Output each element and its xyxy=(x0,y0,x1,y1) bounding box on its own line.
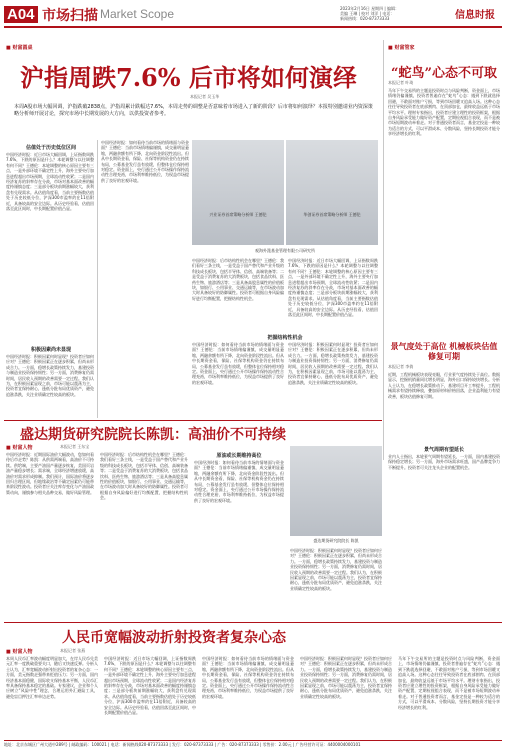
photo-caption: 观海外派基金管理有限公司研究所 xyxy=(255,248,315,253)
section-divider xyxy=(4,420,382,421)
story2-sub-byline: 本报记者 李倩 xyxy=(388,364,414,369)
meta-line: 美编 王琳 | 校对 刘洋 | 电话： xyxy=(340,11,395,16)
story2-sub2: 景气周期有望延长 xyxy=(423,447,464,453)
story1-byline: 本报记者 吴玉华 xyxy=(190,94,220,99)
story2-byline: 本报记者 叶琦 xyxy=(388,80,414,85)
section-title: 市场扫描 xyxy=(42,8,98,24)
story1-col3: 中国经济时报：后市结构性机会在哪里？王德伦：我们看好三条主线，一是受益于国产替代和产业升级的科技成长板块，包括半导体、信创、高端装备等；二是受益于消费复苏的大消费板块，包括食品饮料、医药生物、旅游酒店等；三是具备高股息属性的价值板块，如银行、公用事业、交通运输等，在市场波动加大时具备较好的防御属性。投资者可根据自身风险偏好进行均衡配置，把握结构性机会。 xyxy=(192,258,284,301)
story1-col5: 中国经济时报：如何看待当前市场的情绪面与资金面？王德伦：当前市场情绪偏谨慎，成交量明显萎缩，两融余额有所下降，北向资金阶段性流出。但从中长期资金看，保险、社保等机构资金仍在持续布局，公募基金发行虽有放缓，但整体仓位保持相对稳定。资金面上，央行通过公开市场操作保持流动性合理充裕，市场利率维持低位，为权益市场提供了良好的宏观环境。 xyxy=(192,342,284,385)
story1-lead: 本周A股市场大幅回调，沪指跌破2838点，沪指周累计跌幅达7.6%，本周走势的调整是否意味着市场进入了新的阶段？后市将如何演绎？本报特别邀请业内资深策略分析师开展讨论，探究市场中长期发展的大方向，以供投资者参考。 xyxy=(14,104,373,117)
story3-col1: 中国经济时报：近期国际油价大幅波动，您如何看待后市走势？陈凯：从供需两端看，高油价不可持续。供给端，主要产油国产量逐步恢复，美国页岩油产量稳步增长；需求端，全球经济增速放缓，高油价对需求形成抑制。我们预计，国际油价将逐步回归合理区间，但地缘政治等不确定因素仍可能带来阶段性波动。投资者应关注库存变化与产油国政策动向，谨慎参与相关品种交易，做好风险管理。 xyxy=(6,452,94,495)
story3-col2: 中国经济时报：后市结构性机会在哪里？王德伦：我们看好三条主线，一是受益于国产替代和产业升级的科技成长板块，包括半导体、信创、高端装备等；二是受益于消费复苏的大消费板块，包括食品饮料、医药生物、旅游酒店等；三是具备高股息属性的价值板块，如银行、公用事业、交通运输等，在市场波动加大时具备较好的防御属性。投资者可根据自身风险偏好进行均衡配置，把握结构性机会。 xyxy=(100,452,188,501)
section-title-en: Market Scope xyxy=(100,7,175,21)
story4-col2: 中国经济时报：近日市场大幅回调，上证指数周跌7.6%，下跌的原因是什么？本轮调整与以往调整有何不同？王德伦：本轮调整的核心原因主要有三点，一是外部环境不确定性上升，海外主要央行加息进程超出市场预期，全球流动性收紧；二是国内经济复苏的斜率存在分歧，市场对基本面改善的幅度持谨慎态度；三是部分板块前期涨幅较大，获利盘有兑现需求。从估值角度看，当前主要指数估值处于历史较低分位，沪深300市盈率约在11倍附近，具备较高的安全边际。从历史经验看，估值回落至此区间时，中长期配置价值凸显。 xyxy=(104,656,196,716)
story2-body: 马年下午交易所的主题是投资时点与风险判断，资金面上，市场情绪仍偏谨慎，投资者普遍存在“蛇鸟”心态：遇到下跌就选择回避，不敢面对账户亏损，等到市场回暖又追高入场。这种心态往往导致投资者在底部割肉、在顶部加仓，最终收益远低于市场平均水平。理财专家指出，投资者应建立理性的投资框架，根据自身风险承受能力做好资产配置，定期检视组合表现，而不是被市场短期波动牵着走。对于普通投资者而言，基金定投是一种较为适合的方式，可以平滑成本、分散风险，坚持长期投资才能分享经济增长的红利。 xyxy=(388,88,500,137)
story2-sub: 景气度处于高位 机械板块估值修复可期 xyxy=(390,342,498,361)
photo-label-2: 华创证券首席策略分析师 王德伦 xyxy=(303,212,361,217)
story2-tag-label: 财富管家 xyxy=(394,45,415,51)
footer: 地址：北京东城区广州大道中289号 | 邮政编码：100021 | 电话：新闻热线020-87373333 | 发行：020-87373333 | 广告：020-87373333 | 零售价：2.00元 | 广告经营许可证：4400004000101 xyxy=(4,740,502,749)
story2-body2: 近期，工程机械板块表现亮眼，行业景气度持续处于高位。数据显示，挖掘机销量同比增长明显，海外出口保持较快增长。分析人士认为，在稳增长政策推动下，基建项目开工率提升，工程机械需求有望持续释放，叠加原材料价格回落，企业盈利能力有望改善，板块估值修复可期。 xyxy=(388,372,500,399)
masthead-rule xyxy=(4,26,502,28)
story1-headline: 沪指周跌7.6% 后市将如何演绎 xyxy=(20,63,357,92)
story3-tag: ■ 财富人物 xyxy=(6,445,33,451)
right-column-rule xyxy=(383,40,384,460)
story1-col1: 中国经济时报：近日市场大幅回调，上证指数周跌7.6%，下跌的原因是什么？本轮调整与以往调整有何不同？王德伦：本轮调整的核心原因主要有三点，一是外部环境不确定性上升，海外主要央行加息进程超出市场预期，全球流动性收紧；二是国内经济复苏的斜率存在分歧，市场对基本面改善的幅度持谨慎态度；三是部分板块前期涨幅较大，获利盘有兑现需求。从估值角度看，当前主要指数估值处于历史较低分位，沪深300市盈率约在11倍附近，具备较高的安全边际。从历史经验看，估值回落至此区间时，中长期配置价值凸显。 xyxy=(6,152,94,212)
section-divider-2 xyxy=(4,622,502,623)
interview-photo-1 xyxy=(192,140,284,245)
story3-photo-caption: 盛达期货研究院院长 陈凯 xyxy=(313,538,359,543)
page-number: A04 xyxy=(4,6,38,23)
story3-col3: 中国经济时报：如何看待当前市场的情绪面与资金面？王德伦：当前市场情绪偏谨慎，成交量明显萎缩，两融余额有所下降，北向资金阶段性流出。但从中长期资金看，保险、社保等机构资金仍在持续布局，公募基金发行虽有放缓，但整体仓位保持相对稳定。资金面上，央行通过公开市场操作保持流动性合理充裕，市场利率维持低位，为权益市场提供了良好的宏观环境。 xyxy=(194,460,284,503)
story1-tag-label: 财富圆桌 xyxy=(12,45,33,51)
story3-byline: 本报记者 王东宝 xyxy=(60,444,90,449)
story4-tag: ■ 财富人物 xyxy=(6,649,33,655)
story1-sub2: 积极因素尚未显现 xyxy=(30,347,71,353)
story4-headline: 人民币宽幅波动折射投资者复杂心态 xyxy=(62,630,286,646)
meta-line: 新闻热线：020-87373333 xyxy=(340,16,390,21)
story3-col4: 中国经济时报：积极因素何时显现？投资者应如何应对？王德伦：积极因素正在逐步积累，但尚未形成合力。一方面，稳增长政策持续发力，基建投资与制造业投资保持韧性；另一方面，消费修复仍需时间，居民收入预期的改善需要一定过程。我们认为，在积极因素显现之前，市场可能以震荡为主，投资者宜保持耐心，逢低分批布局优质资产，避免追涨杀跌，关注业绩确定性较高的板块。 xyxy=(290,548,382,591)
story4-col5: 马年下午交易所的主题是投资时点与风险判断，资金面上，市场情绪仍偏谨慎，投资者普遍存在“蛇鸟”心态：遇到下跌就选择回避，不敢面对账户亏损，等到市场回暖又追高入场。这种心态往往导致投资者在底部割肉、在顶部加仓，最终收益远低于市场平均水平。理财专家指出，投资者应建立理性的投资框架，根据自身风险承受能力做好资产配置，定期检视组合表现，而不是被市场短期波动牵着走。对于普通投资者而言，基金定投是一种较为适合的方式，可以平滑成本、分散风险，坚持长期投资才能分享经济增长的红利。 xyxy=(398,656,500,710)
story3-tag-label: 财富人物 xyxy=(12,445,33,451)
interview-photo-2 xyxy=(286,140,378,245)
story3-headline: 盛达期货研究院院长陈凯：高油价不可持续 xyxy=(20,427,286,443)
meta-line: 2023年2月16日 星期四 | 编辑： xyxy=(340,6,399,11)
story4-col1: 本周人民币汇率波动幅度明显加大，在岸人民币兑美元汇率一度跌破重要关口，随后又快速反弹。分析人士认为，汇率宽幅波动折射出投资者的复杂心态：一方面，美元指数走强带来贬值压力；另一方面，国内经济基本面稳健，国际收支保持基本平衡，人民币汇率具备保持基本稳定的基础。专家建议，企业和个人应树立“风险中性”理念，合理运用外汇避险工具，避免盲目押注汇率单边走势。 xyxy=(6,656,98,699)
story1-tag: ■ 财富圆桌 xyxy=(6,45,33,51)
story1-col1b: 中国经济时报：积极因素何时显现？投资者应如何应对？王德伦：积极因素正在逐步积累，但尚未形成合力。一方面，稳增长政策持续发力，基建投资与制造业投资保持韧性；另一方面，消费修复仍需时间，居民收入预期的改善需要一定过程。我们认为，在积极因素显现之前，市场可能以震荡为主，投资者宜保持耐心，逢低分批布局优质资产，避免追涨杀跌，关注业绩确定性较高的板块。 xyxy=(6,354,94,397)
paper-logo: 信息时报 xyxy=(455,10,495,21)
story4-col3: 中国经济时报：如何看待当前市场的情绪面与资金面？王德伦：当前市场情绪偏谨慎，成交量明显萎缩，两融余额有所下降，北向资金阶段性流出。但从中长期资金看，保险、社保等机构资金仍在持续布局，公募基金发行虽有放缓，但整体仓位保持相对稳定。资金面上，央行通过公开市场操作保持流动性合理充裕，市场利率维持低位，为权益市场提供了良好的宏观环境。 xyxy=(202,656,294,699)
story4-byline: 本报记者 张燕 xyxy=(60,648,86,653)
story3-sub: 原油或长期维持高位 xyxy=(216,453,262,459)
story2-headline: “蛇鸟”心态不可取 xyxy=(391,66,497,81)
story1-sub1: 估值处于历史低位区间 xyxy=(25,145,76,151)
story1-col6: 中国经济时报：积极因素何时显现？投资者应如何应对？王德伦：积极因素正在逐步积累，但尚未形成合力。一方面，稳增长政策持续发力，基建投资与制造业投资保持韧性；另一方面，消费修复仍需时间，居民收入预期的改善需要一定过程。我们认为，在积极因素显现之前，市场可能以震荡为主，投资者宜保持耐心，逢低分批布局优质资产，避免追涨杀跌，关注业绩确定性较高的板块。 xyxy=(288,342,378,385)
story2-tag: ■ 财富管家 xyxy=(388,45,415,51)
story1-col2: 中国经济时报：如何看待当前市场的情绪面与资金面？王德伦：当前市场情绪偏谨慎，成交量明显萎缩，两融余额有所下降，北向资金阶段性流出。但从中长期资金看，保险、社保等机构资金仍在持续布局，公募基金发行虽有放缓，但整体仓位保持相对稳定。资金面上，央行通过公开市场操作保持流动性合理充裕，市场利率维持低位，为权益市场提供了良好的宏观环境。 xyxy=(101,140,189,183)
story4-tag-label: 财富人物 xyxy=(12,649,33,655)
story3-photo xyxy=(290,446,382,536)
masthead-meta xyxy=(340,6,450,21)
story4-col4: 中国经济时报：积极因素何时显现？投资者应如何应对？王德伦：积极因素正在逐步积累，但尚未形成合力。一方面，稳增长政策持续发力，基建投资与制造业投资保持韧性；另一方面，消费修复仍需时间，居民收入预期的改善需要一定过程。我们认为，在积极因素显现之前，市场可能以震荡为主，投资者宜保持耐心，逢低分批布局优质资产，避免追涨杀跌，关注业绩确定性较高的板块。 xyxy=(300,656,392,699)
story2-body3: 业内人士指出，本轮景气周期有望延长，一方面，国内基建投资保持稳定增长；另一方面，海外市场需求旺盛，国产品牌竞争力不断提升。投资者可关注龙头企业的配置机会。 xyxy=(388,454,500,470)
story1-col4: 中国经济时报：近日市场大幅回调，上证指数周跌7.6%，下跌的原因是什么？本轮调整与以往调整有何不同？王德伦：本轮调整的核心原因主要有三点，一是外部环境不确定性上升，海外主要央行加息进程超出市场预期，全球流动性收紧；二是国内经济复苏的斜率存在分歧，市场对基本面改善的幅度持谨慎态度；三是部分板块前期涨幅较大，获利盘有兑现需求。从估值角度看，当前主要指数估值处于历史较低分位，沪深300市盈率约在11倍附近，具备较高的安全边际。从历史经验看，估值回落至此区间时，中长期配置价值凸显。 xyxy=(288,258,378,318)
column-rule xyxy=(97,140,98,418)
photo-label-1: 兴业证券首席策略分析师 王德伦 xyxy=(209,212,267,217)
story1-sub3: 把握结构性机会 xyxy=(267,335,303,341)
